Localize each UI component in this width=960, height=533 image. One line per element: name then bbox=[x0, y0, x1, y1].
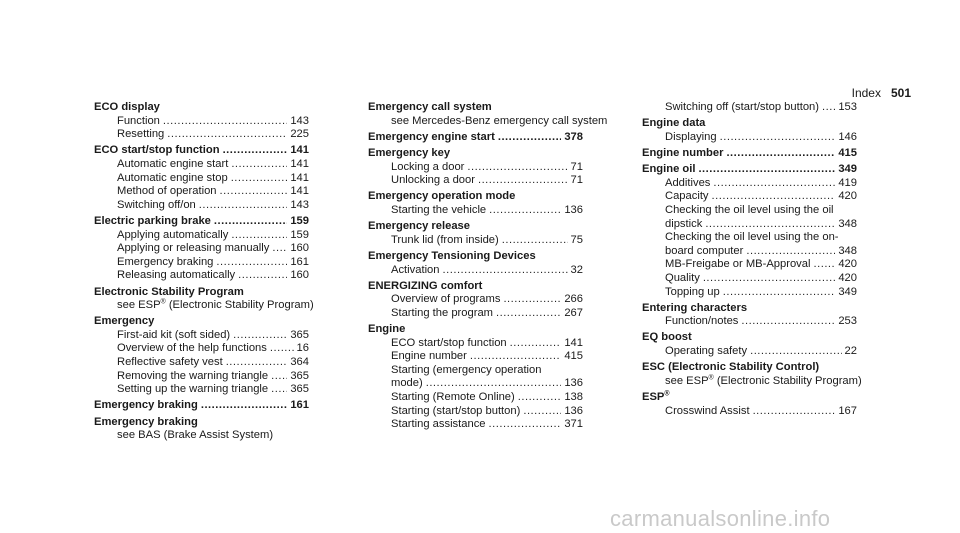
index-subentry[interactable] bbox=[94, 199, 309, 213]
index-subentry[interactable] bbox=[642, 131, 857, 145]
leader-dots bbox=[271, 370, 287, 384]
page-ref[interactable]: 136 bbox=[564, 377, 583, 390]
index-subentry[interactable] bbox=[94, 185, 309, 199]
index-entry bbox=[94, 215, 309, 283]
leader-dots bbox=[216, 256, 287, 270]
index-column-2 bbox=[368, 101, 608, 434]
page-ref[interactable]: 420 bbox=[838, 258, 857, 271]
index-heading-text: ECO display bbox=[94, 101, 160, 113]
index-subentry-text: Capacity bbox=[665, 190, 709, 203]
index-entry bbox=[642, 302, 857, 329]
leader-dots bbox=[750, 345, 841, 359]
index-heading bbox=[642, 391, 857, 405]
index-subentry[interactable] bbox=[368, 174, 583, 188]
page-ref[interactable]: 141 bbox=[290, 185, 309, 198]
leader-dots bbox=[703, 272, 836, 286]
leader-dots bbox=[231, 229, 287, 243]
index-subentry-text: board computer bbox=[665, 244, 744, 257]
page-ref[interactable]: 22 bbox=[844, 345, 857, 358]
leader-dots bbox=[510, 337, 562, 351]
leader-dots bbox=[503, 293, 561, 307]
leader-dots bbox=[489, 204, 561, 218]
page-ref[interactable]: 225 bbox=[290, 128, 309, 141]
page-header bbox=[852, 86, 911, 100]
page-ref[interactable]: 71 bbox=[570, 160, 583, 173]
index-entry bbox=[368, 147, 583, 188]
index-subentry-text: Unlocking a door bbox=[391, 174, 475, 187]
index-subentry-text: Switching off/on bbox=[117, 198, 196, 211]
leader-dots bbox=[489, 418, 562, 432]
index-heading bbox=[642, 361, 857, 375]
cross-reference-rest: (Electronic Stability Program) bbox=[165, 299, 314, 312]
index-subentry[interactable] bbox=[642, 258, 857, 272]
index-entry bbox=[94, 315, 309, 397]
index-subentry-text: Starting (emergency operation bbox=[391, 363, 542, 376]
leader-dots bbox=[498, 131, 561, 145]
leader-dots bbox=[741, 315, 835, 329]
page-ref[interactable]: 253 bbox=[838, 315, 857, 328]
index-subentry-text: Method of operation bbox=[117, 185, 217, 198]
index-subentry[interactable] bbox=[94, 172, 309, 186]
index-subentry-text: Starting (start/stop button) bbox=[391, 404, 521, 417]
index-heading-text: Emergency Tensioning Devices bbox=[368, 249, 536, 262]
leader-dots bbox=[199, 199, 288, 213]
index-entry bbox=[368, 190, 583, 217]
index-heading[interactable] bbox=[94, 215, 309, 229]
leader-dots bbox=[713, 177, 835, 191]
index-entry bbox=[368, 250, 583, 277]
cross-reference-text: see ESP bbox=[665, 374, 709, 387]
index-subentry-text: Automatic engine stop bbox=[117, 171, 228, 184]
index-heading-text: Emergency engine start bbox=[368, 130, 495, 143]
page-ref[interactable]: 159 bbox=[290, 214, 309, 227]
index-subentry[interactable] bbox=[94, 370, 309, 384]
watermark-text[interactable]: carmanualsonline.info bbox=[610, 506, 831, 531]
page-ref[interactable]: 32 bbox=[570, 263, 583, 276]
index-subentry-text: Resetting bbox=[117, 128, 165, 141]
leader-dots bbox=[272, 242, 287, 256]
index-column-1 bbox=[94, 101, 314, 445]
cross-reference[interactable] bbox=[94, 298, 314, 313]
page-ref[interactable]: 415 bbox=[564, 350, 583, 363]
index-subentry-text: Crosswind Assist bbox=[665, 404, 750, 417]
leader-dots bbox=[201, 399, 287, 413]
index-subentry[interactable] bbox=[368, 161, 583, 175]
index-subentry[interactable] bbox=[368, 350, 583, 364]
index-subentry-text: Activation bbox=[391, 263, 440, 276]
page-ref[interactable]: 136 bbox=[564, 203, 583, 216]
page-ref[interactable]: 348 bbox=[838, 244, 857, 257]
index-subentry[interactable] bbox=[642, 245, 857, 259]
page-ref[interactable]: 160 bbox=[290, 242, 309, 255]
index-heading bbox=[368, 147, 583, 161]
index-subentry[interactable] bbox=[368, 264, 583, 278]
index-subentry[interactable] bbox=[642, 345, 857, 359]
index-subentry-text: Trunk lid (from inside) bbox=[391, 233, 499, 246]
index-subentry-text: Releasing automatically bbox=[117, 269, 236, 282]
index-heading-text: EQ boost bbox=[642, 331, 692, 344]
page-ref[interactable]: 420 bbox=[838, 271, 857, 284]
leader-dots bbox=[226, 356, 288, 370]
index-heading bbox=[94, 315, 309, 329]
index-subentry[interactable] bbox=[94, 329, 309, 343]
leader-dots bbox=[238, 269, 287, 283]
index-heading-text: Engine bbox=[368, 323, 406, 336]
index-subentry-text: Starting the vehicle bbox=[391, 203, 487, 216]
page-ref[interactable]: 364 bbox=[290, 356, 309, 369]
index-heading-text: Emergency operation mode bbox=[368, 190, 516, 203]
index-heading-text: Electric parking brake bbox=[94, 214, 211, 227]
index-entry bbox=[368, 220, 583, 247]
index-subentry-text: Additives bbox=[665, 176, 711, 189]
page-ref[interactable]: 159 bbox=[290, 228, 309, 241]
index-subentry-text: Overview of programs bbox=[391, 293, 501, 306]
index-heading-text: ESP bbox=[642, 391, 665, 404]
index-column-3 bbox=[642, 101, 862, 421]
index-heading bbox=[368, 190, 583, 204]
index-subentry[interactable] bbox=[368, 307, 583, 321]
index-subentry[interactable] bbox=[368, 391, 583, 405]
leader-dots bbox=[720, 131, 836, 145]
index-heading bbox=[94, 101, 309, 115]
index-subentry-text: Starting assistance bbox=[391, 418, 486, 431]
index-subentry[interactable] bbox=[642, 190, 857, 204]
page-ref[interactable]: 365 bbox=[290, 383, 309, 396]
index-subentry-text: Topping up bbox=[665, 285, 720, 298]
index-heading-text: Engine oil bbox=[642, 163, 696, 176]
page-ref[interactable]: 161 bbox=[290, 255, 309, 268]
leader-dots bbox=[814, 258, 836, 272]
leader-dots bbox=[478, 174, 568, 188]
leader-dots bbox=[712, 190, 836, 204]
page-ref[interactable]: 75 bbox=[570, 233, 583, 246]
index-heading bbox=[368, 323, 583, 337]
index-subentry[interactable] bbox=[642, 315, 857, 329]
leader-dots bbox=[426, 377, 562, 391]
index-subentry[interactable] bbox=[94, 128, 309, 142]
index-heading-text: ENERGIZING comfort bbox=[368, 279, 483, 292]
index-subentry[interactable] bbox=[368, 418, 583, 432]
index-subentry-text: Switching off (start/stop button) bbox=[665, 101, 820, 113]
page-ref[interactable]: 349 bbox=[838, 163, 857, 176]
leader-dots bbox=[502, 234, 568, 248]
leader-dots bbox=[746, 245, 835, 259]
cross-reference[interactable]: see BAS (Brake Assist System) bbox=[117, 429, 274, 442]
index-subentry[interactable] bbox=[94, 115, 309, 129]
index-heading bbox=[368, 101, 583, 115]
index-subentry-text: Function/notes bbox=[665, 315, 739, 328]
cross-reference-text: see ESP bbox=[117, 299, 161, 312]
index-heading[interactable] bbox=[94, 144, 309, 158]
index-subentry[interactable] bbox=[368, 377, 583, 391]
leader-dots bbox=[231, 158, 287, 172]
index-entry bbox=[642, 391, 857, 418]
page-ref[interactable]: 141 bbox=[290, 144, 309, 157]
page-ref[interactable]: 371 bbox=[564, 418, 583, 431]
index-subentry[interactable] bbox=[368, 234, 583, 248]
leader-dots bbox=[496, 307, 561, 321]
index-heading bbox=[94, 286, 309, 300]
index-subentry-text: Function bbox=[117, 114, 160, 127]
page-ref[interactable]: 146 bbox=[838, 130, 857, 143]
page-ref[interactable]: 167 bbox=[838, 404, 857, 417]
index-heading bbox=[368, 250, 583, 264]
index-subentry[interactable] bbox=[368, 293, 583, 307]
index-entry bbox=[368, 323, 583, 432]
page-ref[interactable]: 153 bbox=[838, 101, 857, 113]
index-entry bbox=[94, 101, 309, 142]
index-heading[interactable] bbox=[642, 163, 857, 177]
leader-dots bbox=[443, 264, 568, 278]
page-ref[interactable]: 161 bbox=[290, 399, 309, 412]
index-subentry-text: Setting up the warning triangle bbox=[117, 383, 269, 396]
index-subentry-text: Automatic engine start bbox=[117, 157, 229, 170]
index-subentry[interactable] bbox=[94, 383, 309, 397]
index-subentry[interactable] bbox=[94, 356, 309, 370]
page-ref[interactable]: 349 bbox=[838, 285, 857, 298]
index-subentry-text: Starting (Remote Online) bbox=[391, 391, 515, 404]
index-heading-text: Emergency call system bbox=[368, 101, 492, 113]
index-heading-text: ECO start/stop function bbox=[94, 144, 220, 157]
index-entry bbox=[642, 117, 857, 144]
index-entry bbox=[368, 131, 583, 145]
index-heading bbox=[642, 302, 857, 316]
index-subentry[interactable] bbox=[94, 242, 309, 256]
index-subentry-text: dipstick bbox=[665, 217, 703, 230]
index-heading bbox=[94, 416, 309, 430]
index-subentry-text: Reflective safety vest bbox=[117, 356, 223, 369]
page-ref[interactable]: 160 bbox=[290, 269, 309, 282]
index-heading-text: Entering characters bbox=[642, 301, 748, 314]
registered-mark: ® bbox=[160, 298, 166, 306]
page-ref[interactable]: 141 bbox=[290, 157, 309, 170]
leader-dots bbox=[518, 391, 562, 405]
index-subentry[interactable] bbox=[368, 337, 583, 351]
index-subentry[interactable] bbox=[642, 272, 857, 286]
index-heading-text: Engine number bbox=[642, 146, 724, 159]
leader-dots bbox=[523, 405, 561, 419]
leader-dots bbox=[723, 286, 836, 300]
page-ref[interactable]: 143 bbox=[290, 114, 309, 127]
index-subentry-text: Displaying bbox=[665, 130, 717, 143]
cross-reference[interactable] bbox=[642, 374, 862, 389]
index-heading-text: Emergency braking bbox=[94, 415, 198, 428]
page-ref[interactable]: 141 bbox=[290, 171, 309, 184]
page-ref[interactable]: 348 bbox=[838, 217, 857, 230]
index-entry bbox=[642, 147, 857, 161]
index-subentry-text: Applying automatically bbox=[117, 228, 229, 241]
index-subentry[interactable] bbox=[642, 101, 857, 115]
leader-dots bbox=[698, 163, 835, 177]
index-subentry-text: Operating safety bbox=[665, 345, 748, 358]
page-ref[interactable]: 419 bbox=[838, 176, 857, 189]
page-ref[interactable]: 365 bbox=[290, 328, 309, 341]
index-heading-text: Emergency braking bbox=[94, 399, 198, 412]
index-subentry-text: Checking the oil level using the oil bbox=[665, 203, 834, 216]
cross-reference[interactable]: see Mercedes-Benz emergency call system bbox=[391, 114, 608, 127]
index-subentry[interactable] bbox=[94, 256, 309, 270]
leader-dots bbox=[223, 144, 288, 158]
index-subentry[interactable] bbox=[94, 269, 309, 283]
page-ref[interactable]: 16 bbox=[296, 342, 309, 355]
leader-dots bbox=[270, 342, 294, 356]
index-heading bbox=[368, 220, 583, 234]
index-subentry[interactable] bbox=[94, 229, 309, 243]
leader-dots bbox=[470, 350, 561, 364]
leader-dots bbox=[726, 147, 835, 161]
page-ref[interactable]: 378 bbox=[564, 130, 583, 143]
page-ref[interactable]: 71 bbox=[570, 174, 583, 187]
page-number: 501 bbox=[890, 86, 911, 100]
index-entry bbox=[642, 331, 857, 358]
registered-mark: ® bbox=[708, 374, 714, 382]
section-title: Index bbox=[851, 86, 881, 100]
index-entry bbox=[94, 285, 314, 313]
page-ref[interactable]: 420 bbox=[838, 190, 857, 203]
index-subentry-text: Removing the warning triangle bbox=[117, 369, 269, 382]
index-entry bbox=[368, 280, 583, 321]
index-heading[interactable] bbox=[642, 147, 857, 161]
page-ref[interactable]: 136 bbox=[564, 404, 583, 417]
leader-dots bbox=[163, 115, 287, 129]
index-entry bbox=[642, 101, 857, 115]
index-subentry[interactable] bbox=[642, 218, 857, 232]
page-ref[interactable]: 266 bbox=[564, 293, 583, 306]
index-heading-text: Engine data bbox=[642, 117, 706, 130]
index-subentry[interactable] bbox=[642, 405, 857, 419]
index-subentry-text: Quality bbox=[665, 271, 700, 284]
index-subentry-text: Emergency braking bbox=[117, 255, 214, 268]
index-subentry[interactable] bbox=[368, 204, 583, 218]
leader-dots bbox=[220, 185, 288, 199]
leader-dots bbox=[233, 329, 287, 343]
index-subentry[interactable] bbox=[642, 286, 857, 300]
index-subentry-text: Applying or releasing manually bbox=[117, 242, 270, 255]
index-heading-text: Electronic Stability Program bbox=[94, 285, 244, 298]
index-subentry-text: First-aid kit (soft sided) bbox=[117, 328, 231, 341]
index-subentry-text: Locking a door bbox=[391, 160, 465, 173]
page-ref[interactable]: 415 bbox=[838, 146, 857, 159]
page-ref[interactable]: 143 bbox=[290, 198, 309, 211]
page-ref[interactable]: 141 bbox=[564, 336, 583, 349]
index-subentry-text: Overview of the help functions bbox=[117, 342, 267, 355]
index-entry bbox=[642, 163, 857, 299]
registered-mark: ® bbox=[664, 390, 670, 398]
index-heading bbox=[642, 117, 857, 131]
page-ref[interactable]: 365 bbox=[290, 369, 309, 382]
cross-reference-rest: (Electronic Stability Program) bbox=[713, 374, 862, 387]
index-entry bbox=[368, 101, 608, 128]
index-subentry[interactable] bbox=[94, 158, 309, 172]
index-subentry-text: MB-Freigabe or MB-Approval bbox=[665, 258, 811, 271]
index-heading-text: Emergency bbox=[94, 315, 155, 328]
page-ref[interactable]: 138 bbox=[564, 391, 583, 404]
index-heading bbox=[368, 280, 583, 294]
leader-dots bbox=[822, 101, 835, 115]
index-entry bbox=[642, 361, 862, 388]
index-subentry-text: ECO start/stop function bbox=[391, 336, 507, 349]
index-subentry-text: Starting the program bbox=[391, 306, 493, 319]
index-heading[interactable] bbox=[368, 131, 583, 145]
index-entry bbox=[94, 416, 309, 443]
index-heading-text: Emergency key bbox=[368, 146, 451, 159]
leader-dots bbox=[231, 172, 288, 186]
index-heading[interactable] bbox=[94, 399, 309, 413]
leader-dots bbox=[705, 218, 835, 232]
leader-dots bbox=[167, 128, 287, 142]
leader-dots bbox=[753, 405, 836, 419]
index-entry bbox=[94, 144, 309, 212]
index-subentry-text: Engine number bbox=[391, 350, 467, 363]
index-subentry[interactable] bbox=[368, 405, 583, 419]
index-heading-text: Emergency release bbox=[368, 220, 470, 233]
index-entry bbox=[94, 399, 309, 413]
page-ref[interactable]: 267 bbox=[564, 306, 583, 319]
index-subentry-text: Checking the oil level using the on- bbox=[665, 231, 839, 244]
leader-dots bbox=[467, 161, 567, 175]
index-heading-text: ESC (Electronic Stability Control) bbox=[642, 361, 820, 374]
index-subentry[interactable] bbox=[94, 342, 309, 356]
index-heading bbox=[642, 331, 857, 345]
leader-dots bbox=[214, 215, 287, 229]
index-subentry-text: mode) bbox=[391, 377, 423, 390]
leader-dots bbox=[271, 383, 287, 397]
index-subentry[interactable] bbox=[642, 177, 857, 191]
